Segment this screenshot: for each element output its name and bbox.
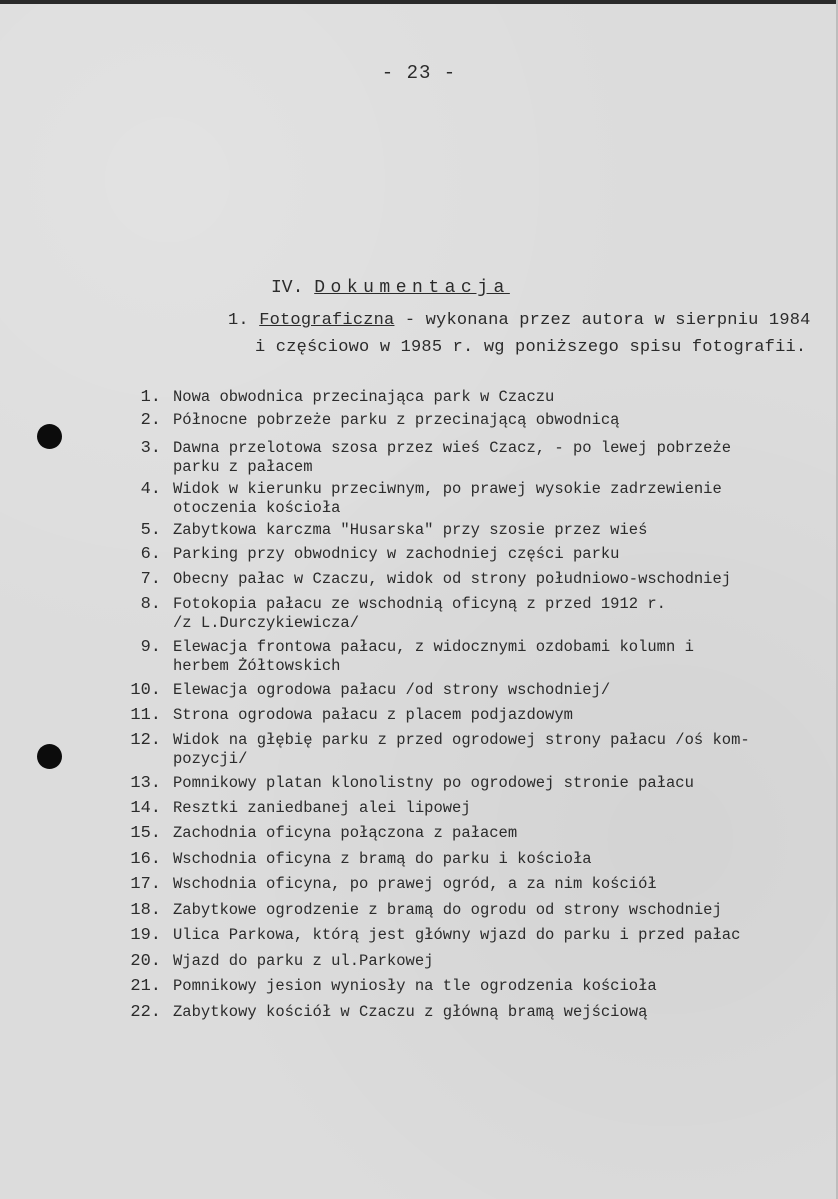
list-item-text [173,388,813,407]
list-item-text [173,850,813,869]
list-item-line: parku z pałacem [173,458,313,476]
list-item-text [173,952,813,971]
list-item-line: Wschodnia oficyna, po prawej ogród, a za nim kościół [173,875,657,893]
punch-hole-lower [37,744,62,769]
list-item-number: 13. [130,774,161,793]
list-item-number: 15. [130,824,161,843]
list-item-line: Zabytkowe ogrodzenie z bramą do ogrodu od strony wschodniej [173,901,722,919]
section-heading [271,278,510,298]
list-item-line: Nowa obwodnica przecinająca park w Czaczu [173,388,555,406]
list-item-number: 9. [140,638,161,657]
intro-line-1 [228,311,811,330]
list-item-line: Północne pobrzeże parku z przecinającą obwodnicą [173,411,620,429]
list-item-text [173,1003,813,1022]
list-item-line: Ulica Parkowa, którą jest główny wjazd do parku i przed pałac [173,926,741,944]
list-item-number: 18. [130,901,161,920]
list-item-text [173,545,813,564]
list-item-text [173,638,813,676]
list-item-number: 19. [130,926,161,945]
list-item-line: /z L.Durczykiewicza/ [173,614,360,632]
list-item-text [173,706,813,725]
list-item-line: Parking przy obwodnicy w zachodniej części parku [173,545,620,563]
list-item-line: Zabytkowy kościół w Czaczu z główną bramą wejściową [173,1003,648,1021]
list-item-text [173,411,813,430]
list-item-text [173,875,813,894]
list-item-number: 14. [130,799,161,818]
scan-top-edge [0,0,838,4]
list-item-text [173,977,813,996]
section-title: Dokumentacja [314,278,510,298]
list-item-text [173,439,813,477]
list-item-line: Widok na głębię parku z przed ogrodowej strony pałacu /oś kom- [173,731,750,749]
list-item-text [173,901,813,920]
list-item-text [173,774,813,793]
list-item-number: 12. [130,731,161,750]
list-item-line: pozycji/ [173,750,248,768]
list-item-line: Strona ogrodowa pałacu z placem podjazdowym [173,706,573,724]
list-item-line: Zabytkowa karczma "Husarska" przy szosie przez wieś [173,521,648,539]
list-item-text [173,480,813,518]
list-item-line: otoczenia kościoła [173,499,341,517]
intro-number: 1. [228,311,249,330]
intro-keyword: Fotograficzna [259,311,395,330]
list-item-number: 10. [130,681,161,700]
list-item-line: Widok w kierunku przeciwnym, po prawej wysokie zadrzewienie [173,480,722,498]
list-item-number: 1. [140,388,161,407]
list-item-line: Elewacja ogrodowa pałacu /od strony wschodniej/ [173,681,611,699]
list-item-number: 16. [130,850,161,869]
list-item-line: Elewacja frontowa pałacu, z widocznymi ozdobami kolumn i [173,638,694,656]
list-item-line: herbem Żółtowskich [173,657,341,675]
list-item-number: 5. [140,521,161,540]
list-item-number: 3. [140,439,161,458]
list-item-number: 11. [130,706,161,725]
list-item-number: 2. [140,411,161,430]
list-item-line: Wschodnia oficyna z bramą do parku i kościoła [173,850,592,868]
list-item-text [173,681,813,700]
list-item-text [173,731,813,769]
list-item-number: 4. [140,480,161,499]
page-number: - 23 - [381,62,457,84]
section-numeral: IV. [271,278,304,298]
list-item-text [173,824,813,843]
list-item-text [173,521,813,540]
list-item-line: Fotokopia pałacu ze wschodnią oficyną z przed 1912 r. [173,595,666,613]
intro-line1-rest: - wykonana przez autora w sierpniu 1984 [394,311,811,330]
list-item-text [173,926,813,945]
list-item-line: Pomnikowy platan klonolistny po ogrodowej stronie pałacu [173,774,694,792]
list-item-number: 6. [140,545,161,564]
list-item-number: 7. [140,570,161,589]
list-item-number: 21. [130,977,161,996]
list-item-number: 20. [130,952,161,971]
list-item-text [173,570,813,589]
list-item-text [173,595,813,633]
intro-line-2: i częściowo w 1985 r. wg poniższego spisu fotografii. [255,338,807,357]
list-item-number: 8. [140,595,161,614]
list-item-line: Dawna przelotowa szosa przez wieś Czacz, - po lewej pobrzeże [173,439,732,457]
punch-hole-upper [37,424,62,449]
list-item-line: Zachodnia oficyna połączona z pałacem [173,824,518,842]
list-item-text [173,799,813,818]
list-item-line: Pomnikowy jesion wyniosły na tle ogrodzenia kościoła [173,977,657,995]
list-item-number: 22. [130,1003,161,1022]
list-item-number: 17. [130,875,161,894]
list-item-line: Resztki zaniedbanej alei lipowej [173,799,471,817]
list-item-line: Obecny pałac w Czaczu, widok od strony południowo-wschodniej [173,570,732,588]
list-item-line: Wjazd do parku z ul.Parkowej [173,952,434,970]
